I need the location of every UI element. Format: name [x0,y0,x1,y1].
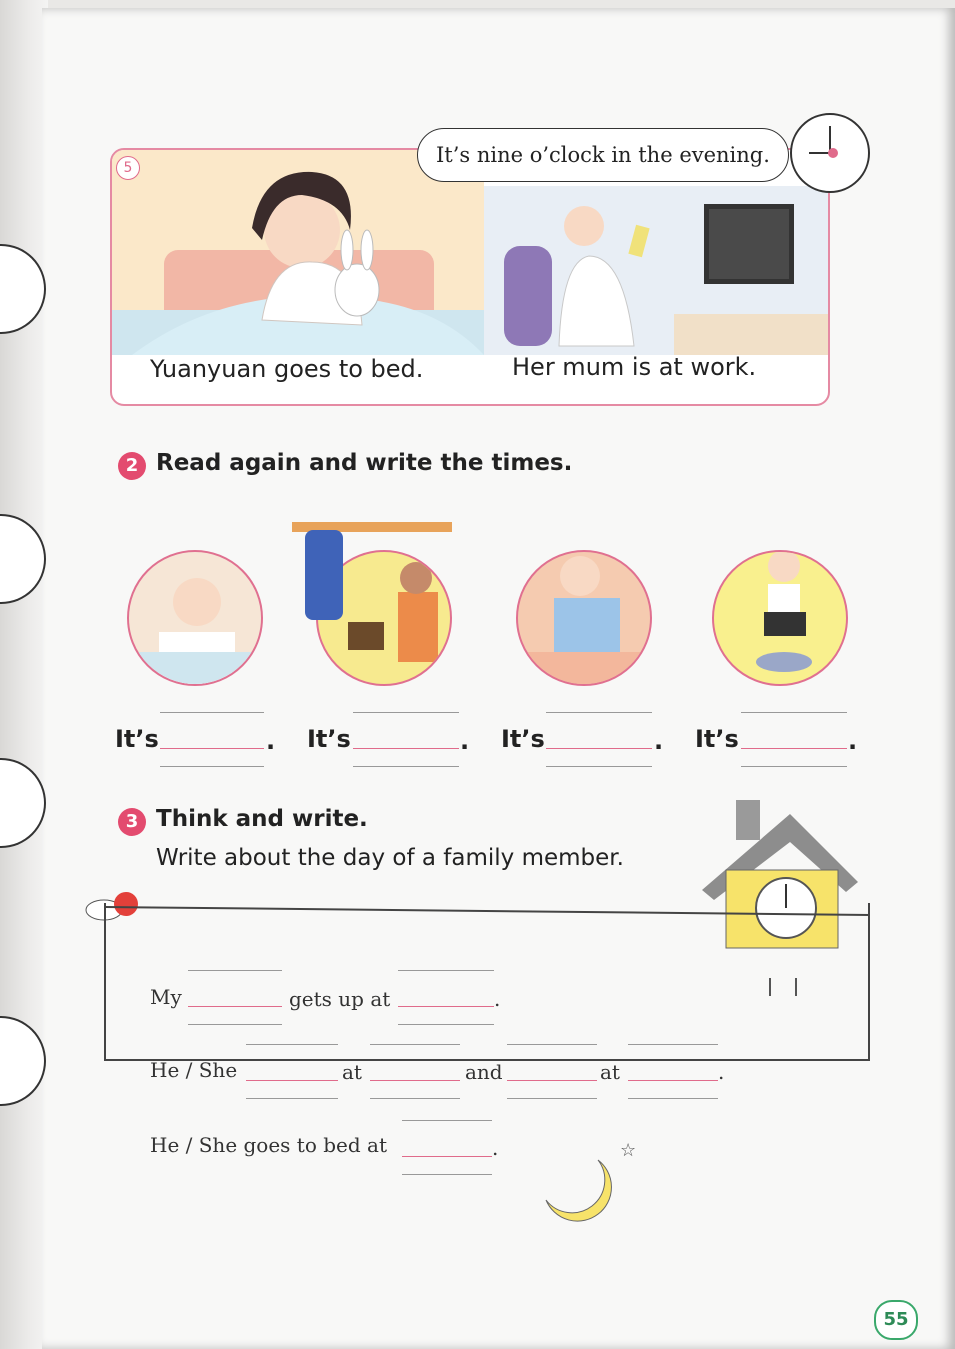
caption-left: Yuanyuan goes to bed. [150,355,424,383]
guide-line [507,1044,597,1045]
moon-icon [538,1150,618,1234]
book-binding [0,0,48,1349]
star-icon: ☆ [620,1140,637,1161]
guide-line [188,970,282,971]
guide-line [246,1098,338,1099]
row1-end: . [494,987,501,1011]
guide-line [398,1024,494,1025]
guide-line [741,766,847,767]
time-answer-3[interactable] [546,748,652,749]
section-3-number: 3 [118,808,146,836]
its-label-4: It’s [695,725,739,753]
full-stop: . [460,727,470,755]
guide-line [353,766,459,767]
its-label-2: It’s [307,725,351,753]
activity-answer-2[interactable] [507,1080,597,1081]
time-answer-1[interactable] [160,748,264,749]
guide-line [246,1044,338,1045]
guide-line [160,712,264,713]
row3-end: . [492,1136,499,1160]
guide-line [370,1098,460,1099]
activity-answer-1[interactable] [246,1080,338,1081]
writing-box [104,903,870,1061]
guide-line [741,712,847,713]
blue-coat [305,530,343,620]
its-label-1: It’s [115,725,159,753]
row3-text: He / She goes to bed at [150,1133,388,1157]
guide-line [546,712,652,713]
guide-line [507,1098,597,1099]
section-3-title: Think and write. [156,806,368,832]
time-answer-4[interactable] [741,748,847,749]
row1-word1: My [150,985,182,1009]
clock-icon [789,112,871,198]
office-illustration [484,186,830,355]
picture-girl-waking-up [127,550,263,686]
guide-line [402,1174,492,1175]
row2-word4: at [600,1060,620,1084]
full-stop: . [654,727,664,755]
bedtime-answer[interactable] [402,1156,492,1157]
bedtime-illustration [112,150,484,355]
caption-right: Her mum is at work. [512,353,757,381]
section-2-title: Read again and write the times. [156,450,573,476]
row2-word3: and [465,1060,503,1084]
family-member-answer[interactable] [188,1006,282,1007]
guide-line [370,1044,460,1045]
row2-end: . [718,1060,725,1084]
story-number: 5 [116,156,140,180]
activity-time-answer-2[interactable] [628,1080,718,1081]
guide-line [628,1098,718,1099]
time-answer-2[interactable] [353,748,459,749]
guide-line [546,766,652,767]
activity-time-answer-1[interactable] [370,1080,460,1081]
speech-bubble: It’s nine o’clock in the evening. [417,128,789,182]
guide-line [353,712,459,713]
guide-line [188,1024,282,1025]
page-number: 55 [874,1300,918,1340]
get-up-time-answer[interactable] [398,1006,494,1007]
story-panel [110,148,830,406]
full-stop: . [848,727,858,755]
picture-girl-going-home [712,550,848,686]
section-2-number: 2 [118,452,146,480]
guide-line [160,766,264,767]
full-stop: . [266,727,276,755]
guide-line [398,970,494,971]
picture-mum-at-desk [516,550,652,686]
its-label-3: It’s [501,725,545,753]
guide-line [628,1044,718,1045]
section-3-subtitle: Write about the day of a family member. [156,845,624,871]
row2-word2: at [342,1060,362,1084]
row1-word2: gets up at [289,987,391,1011]
row2-word1: He / She [150,1058,238,1082]
guide-line [402,1120,492,1121]
